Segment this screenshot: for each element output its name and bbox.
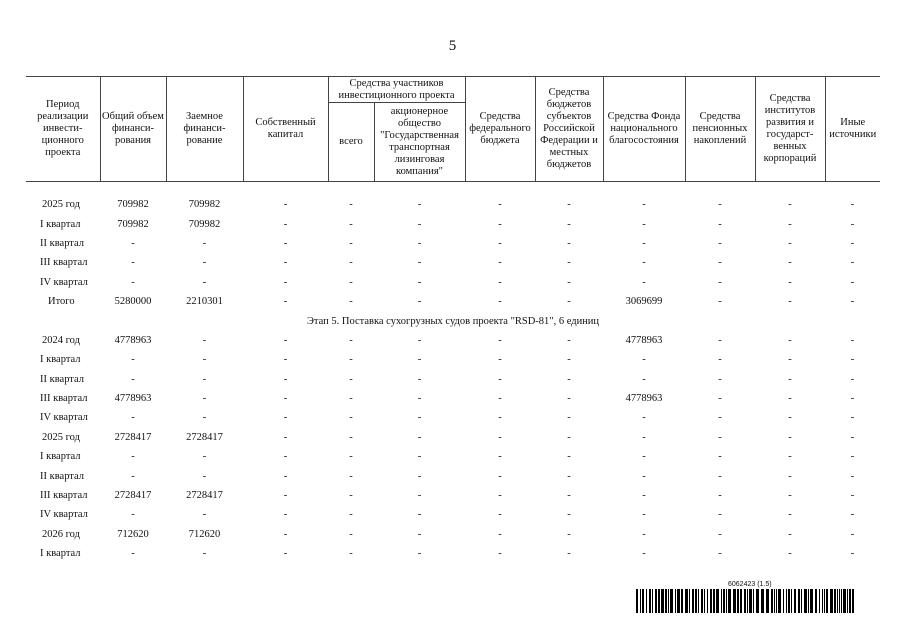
barcode-caption: 6062423 (1.5) [728, 581, 772, 588]
table-row [26, 466, 880, 485]
table-row [26, 428, 880, 447]
value-cell: - [718, 257, 722, 269]
value-cell: 709982 [117, 199, 149, 211]
header-participants-group: Средства участников инвестиционного проекта [328, 77, 465, 103]
value-cell: - [567, 490, 571, 502]
value-cell: - [283, 431, 288, 443]
value-cell: - [788, 276, 792, 288]
value-cell: 4778963 [114, 393, 152, 405]
value-cell: - [642, 412, 646, 424]
barcode-image [636, 589, 856, 613]
value-cell: - [850, 199, 855, 211]
value-cell: - [131, 257, 135, 269]
value-cell: - [850, 237, 855, 249]
value-cell: - [850, 257, 855, 269]
header-other-sources: Иные источники [825, 77, 880, 182]
value-cell: - [349, 199, 353, 211]
value-cell: - [498, 412, 502, 424]
value-cell: 2728417 [186, 431, 223, 443]
value-cell: - [417, 412, 422, 424]
value-cell: - [498, 373, 502, 385]
table-row [26, 331, 880, 350]
financing-table [26, 76, 880, 563]
value-cell: - [349, 334, 353, 346]
value-cell: - [718, 490, 722, 502]
value-cell: - [788, 354, 792, 366]
value-cell: - [567, 393, 571, 405]
value-cell: - [349, 528, 353, 540]
table-row [26, 544, 880, 563]
value-cell: - [417, 257, 422, 269]
value-cell: - [131, 470, 135, 482]
period-cell: 2025 год [42, 199, 80, 211]
table-row [26, 447, 880, 466]
value-cell: - [202, 257, 207, 269]
value-cell: - [788, 509, 792, 521]
value-cell: - [131, 412, 135, 424]
value-cell: 709982 [188, 199, 221, 211]
period-cell: II квартал [40, 237, 85, 249]
value-cell: - [642, 199, 646, 211]
value-cell: - [283, 296, 288, 308]
value-cell: - [417, 373, 422, 385]
value-cell: - [283, 218, 288, 230]
value-cell: 5280000 [114, 296, 152, 308]
value-cell: - [417, 470, 422, 482]
value-cell: 709982 [188, 218, 221, 230]
header-borrowed-financing: Заемное финанси-рование [166, 77, 243, 182]
value-cell: - [131, 509, 135, 521]
table-row [26, 234, 880, 253]
value-cell: - [850, 373, 855, 385]
value-cell: - [718, 237, 722, 249]
value-cell: - [788, 548, 792, 560]
value-cell: - [417, 237, 422, 249]
value-cell: 712620 [117, 528, 149, 540]
value-cell: - [498, 354, 502, 366]
value-cell: - [349, 431, 353, 443]
value-cell: - [850, 276, 855, 288]
value-cell: - [498, 237, 502, 249]
value-cell: - [498, 451, 502, 463]
value-cell: - [202, 470, 207, 482]
value-cell: - [417, 509, 422, 521]
value-cell: - [642, 354, 646, 366]
value-cell: - [642, 373, 646, 385]
header-regional-budgets: Средства бюджетов субъектов Российской Федерации и местных бюджетов [535, 77, 603, 182]
table-row [26, 273, 880, 292]
value-cell: - [349, 393, 353, 405]
value-cell: - [417, 548, 422, 560]
value-cell: - [417, 354, 422, 366]
period-cell: III квартал [40, 393, 88, 405]
value-cell: - [349, 490, 353, 502]
value-cell: - [642, 451, 646, 463]
value-cell: - [498, 296, 502, 308]
value-cell: - [349, 373, 353, 385]
table-row [26, 389, 880, 408]
value-cell: - [718, 354, 722, 366]
table-row [26, 408, 880, 427]
value-cell: - [417, 218, 422, 230]
value-cell: 2728417 [114, 431, 152, 443]
value-cell: - [131, 548, 135, 560]
value-cell: - [498, 509, 502, 521]
value-cell: - [417, 296, 422, 308]
period-cell: II квартал [40, 373, 85, 385]
value-cell: - [718, 470, 722, 482]
value-cell: - [349, 276, 353, 288]
period-cell: 2026 год [42, 528, 80, 540]
page-number: 5 [448, 38, 457, 54]
value-cell: - [718, 199, 722, 211]
table-row [26, 505, 880, 524]
value-cell: 709982 [117, 218, 149, 230]
value-cell: - [718, 412, 722, 424]
value-cell: - [850, 528, 855, 540]
table-row [26, 195, 880, 214]
value-cell: - [349, 354, 353, 366]
period-cell: III квартал [40, 490, 88, 502]
value-cell: - [642, 470, 646, 482]
value-cell: - [567, 218, 571, 230]
period-cell: I квартал [40, 218, 81, 230]
table-header [26, 77, 880, 182]
value-cell: - [567, 451, 571, 463]
value-cell: - [567, 276, 571, 288]
value-cell: - [642, 431, 646, 443]
value-cell: - [283, 257, 288, 269]
value-cell: - [850, 490, 855, 502]
value-cell: 4778963 [625, 393, 663, 405]
value-cell: - [283, 528, 288, 540]
value-cell: - [788, 393, 792, 405]
value-cell: - [283, 412, 288, 424]
value-cell: - [283, 470, 288, 482]
value-cell: - [417, 528, 422, 540]
value-cell: - [718, 373, 722, 385]
value-cell: - [498, 257, 502, 269]
period-cell: IV квартал [40, 509, 88, 521]
value-cell: - [567, 528, 571, 540]
value-cell: - [283, 509, 288, 521]
header-national-wealth-fund: Средства Фонда национального благосостояния [603, 77, 685, 182]
period-cell: 2024 год [42, 334, 80, 346]
value-cell: - [788, 490, 792, 502]
value-cell: - [642, 276, 646, 288]
header-pension-savings: Средства пенсионных накоплений [685, 77, 755, 182]
value-cell: - [567, 412, 571, 424]
table-row [26, 214, 880, 233]
value-cell: - [788, 237, 792, 249]
value-cell: - [788, 431, 792, 443]
header-development-institutes: Средства институтов развития и государст-венных корпораций [755, 77, 825, 182]
value-cell: - [567, 470, 571, 482]
period-cell: II квартал [40, 470, 85, 482]
value-cell: - [283, 490, 288, 502]
value-cell: - [788, 470, 792, 482]
value-cell: - [498, 490, 502, 502]
header-participants-gtlk: акционерное общество "Государственная транспортная лизинговая компания" [374, 103, 465, 182]
value-cell: - [283, 548, 288, 560]
value-cell: 3069699 [625, 296, 663, 308]
value-cell: - [498, 199, 502, 211]
value-cell: - [349, 509, 353, 521]
value-cell: - [642, 509, 646, 521]
value-cell: - [718, 431, 722, 443]
value-cell: - [498, 470, 502, 482]
value-cell: - [202, 393, 207, 405]
value-cell: - [202, 509, 207, 521]
value-cell: - [850, 431, 855, 443]
value-cell: - [283, 199, 288, 211]
value-cell: - [131, 276, 135, 288]
value-cell: - [498, 431, 502, 443]
value-cell: - [718, 528, 722, 540]
value-cell: - [349, 470, 353, 482]
value-cell: - [498, 334, 502, 346]
value-cell: - [283, 276, 288, 288]
value-cell: - [498, 528, 502, 540]
value-cell: 2728417 [186, 490, 223, 502]
value-cell: - [349, 237, 353, 249]
value-cell: - [788, 199, 792, 211]
value-cell: - [567, 509, 571, 521]
value-cell: - [202, 373, 207, 385]
period-cell: IV квартал [40, 276, 88, 288]
value-cell: - [417, 490, 422, 502]
value-cell: - [349, 218, 353, 230]
value-cell: - [642, 218, 646, 230]
value-cell: - [850, 334, 855, 346]
value-cell: - [417, 431, 422, 443]
value-cell: - [567, 373, 571, 385]
header-total-financing: Общий объем финанси-рования [100, 77, 166, 182]
value-cell: - [417, 334, 422, 346]
value-cell: - [788, 296, 792, 308]
table-row [26, 525, 880, 544]
value-cell: - [567, 296, 571, 308]
header-federal-budget: Средства федерального бюджета [465, 77, 535, 182]
value-cell: - [202, 412, 207, 424]
table-row [26, 370, 880, 389]
header-participants-all: всего [328, 103, 374, 182]
period-cell: 2025 год [42, 431, 80, 443]
value-cell: - [202, 548, 207, 560]
value-cell: - [283, 393, 288, 405]
period-cell: I квартал [40, 451, 81, 463]
value-cell: - [498, 218, 502, 230]
stage-title: Этап 5. Поставка сухогрузных судов проекта "RSD-81", 6 единиц [306, 315, 600, 327]
value-cell: - [417, 393, 422, 405]
value-cell: - [202, 451, 207, 463]
value-cell: - [788, 451, 792, 463]
value-cell: - [202, 237, 207, 249]
value-cell: - [498, 548, 502, 560]
value-cell: - [850, 354, 855, 366]
value-cell: - [642, 237, 646, 249]
period-cell: I квартал [40, 354, 81, 366]
value-cell: - [202, 354, 207, 366]
value-cell: - [850, 412, 855, 424]
value-cell: - [850, 451, 855, 463]
header-own-capital: Собственный капитал [243, 77, 328, 182]
value-cell: - [642, 528, 646, 540]
value-cell: - [850, 509, 855, 521]
value-cell: - [283, 373, 288, 385]
value-cell: - [283, 334, 288, 346]
value-cell: - [718, 296, 722, 308]
value-cell: - [788, 373, 792, 385]
period-cell: IV квартал [40, 412, 88, 424]
value-cell: - [417, 451, 422, 463]
value-cell: - [283, 237, 288, 249]
value-cell: - [718, 218, 722, 230]
value-cell: - [788, 412, 792, 424]
stage-row [26, 311, 880, 330]
value-cell: - [567, 354, 571, 366]
table-row [26, 292, 880, 311]
value-cell: - [567, 199, 571, 211]
value-cell: - [131, 237, 135, 249]
table-row [26, 486, 880, 505]
table-row [26, 253, 880, 272]
value-cell: - [850, 393, 855, 405]
table-row [26, 350, 880, 369]
value-cell: - [850, 296, 855, 308]
value-cell: - [850, 218, 855, 230]
value-cell: 2210301 [186, 296, 223, 308]
value-cell: 2728417 [114, 490, 152, 502]
value-cell: - [788, 257, 792, 269]
value-cell: - [498, 393, 502, 405]
table-body [26, 182, 880, 564]
value-cell: - [349, 296, 353, 308]
spacer-row [26, 182, 880, 196]
value-cell: 712620 [188, 528, 221, 540]
value-cell: - [718, 451, 722, 463]
value-cell: - [567, 548, 571, 560]
value-cell: - [567, 237, 571, 249]
period-cell: III квартал [40, 257, 88, 269]
value-cell: - [349, 257, 353, 269]
value-cell: - [131, 373, 135, 385]
header-period: Период реализации инвести-ционного проекта [26, 77, 100, 182]
value-cell: - [131, 354, 135, 366]
value-cell: - [567, 334, 571, 346]
value-cell: - [202, 276, 207, 288]
value-cell: 4778963 [114, 334, 152, 346]
value-cell: - [283, 354, 288, 366]
value-cell: - [788, 334, 792, 346]
value-cell: - [718, 334, 722, 346]
value-cell: - [349, 451, 353, 463]
value-cell: - [567, 257, 571, 269]
value-cell: - [718, 393, 722, 405]
value-cell: - [642, 548, 646, 560]
value-cell: - [718, 548, 722, 560]
value-cell: - [850, 470, 855, 482]
value-cell: 4778963 [625, 334, 663, 346]
value-cell: - [202, 334, 207, 346]
period-cell: Итого [48, 296, 75, 308]
value-cell: - [642, 490, 646, 502]
value-cell: - [788, 528, 792, 540]
value-cell: - [349, 412, 353, 424]
value-cell: - [788, 218, 792, 230]
value-cell: - [283, 451, 288, 463]
value-cell: - [498, 276, 502, 288]
value-cell: - [349, 548, 353, 560]
value-cell: - [718, 276, 722, 288]
value-cell: - [642, 257, 646, 269]
value-cell: - [417, 199, 422, 211]
value-cell: - [417, 276, 422, 288]
value-cell: - [131, 451, 135, 463]
value-cell: - [567, 431, 571, 443]
period-cell: I квартал [40, 548, 81, 560]
value-cell: - [718, 509, 722, 521]
value-cell: - [850, 548, 855, 560]
